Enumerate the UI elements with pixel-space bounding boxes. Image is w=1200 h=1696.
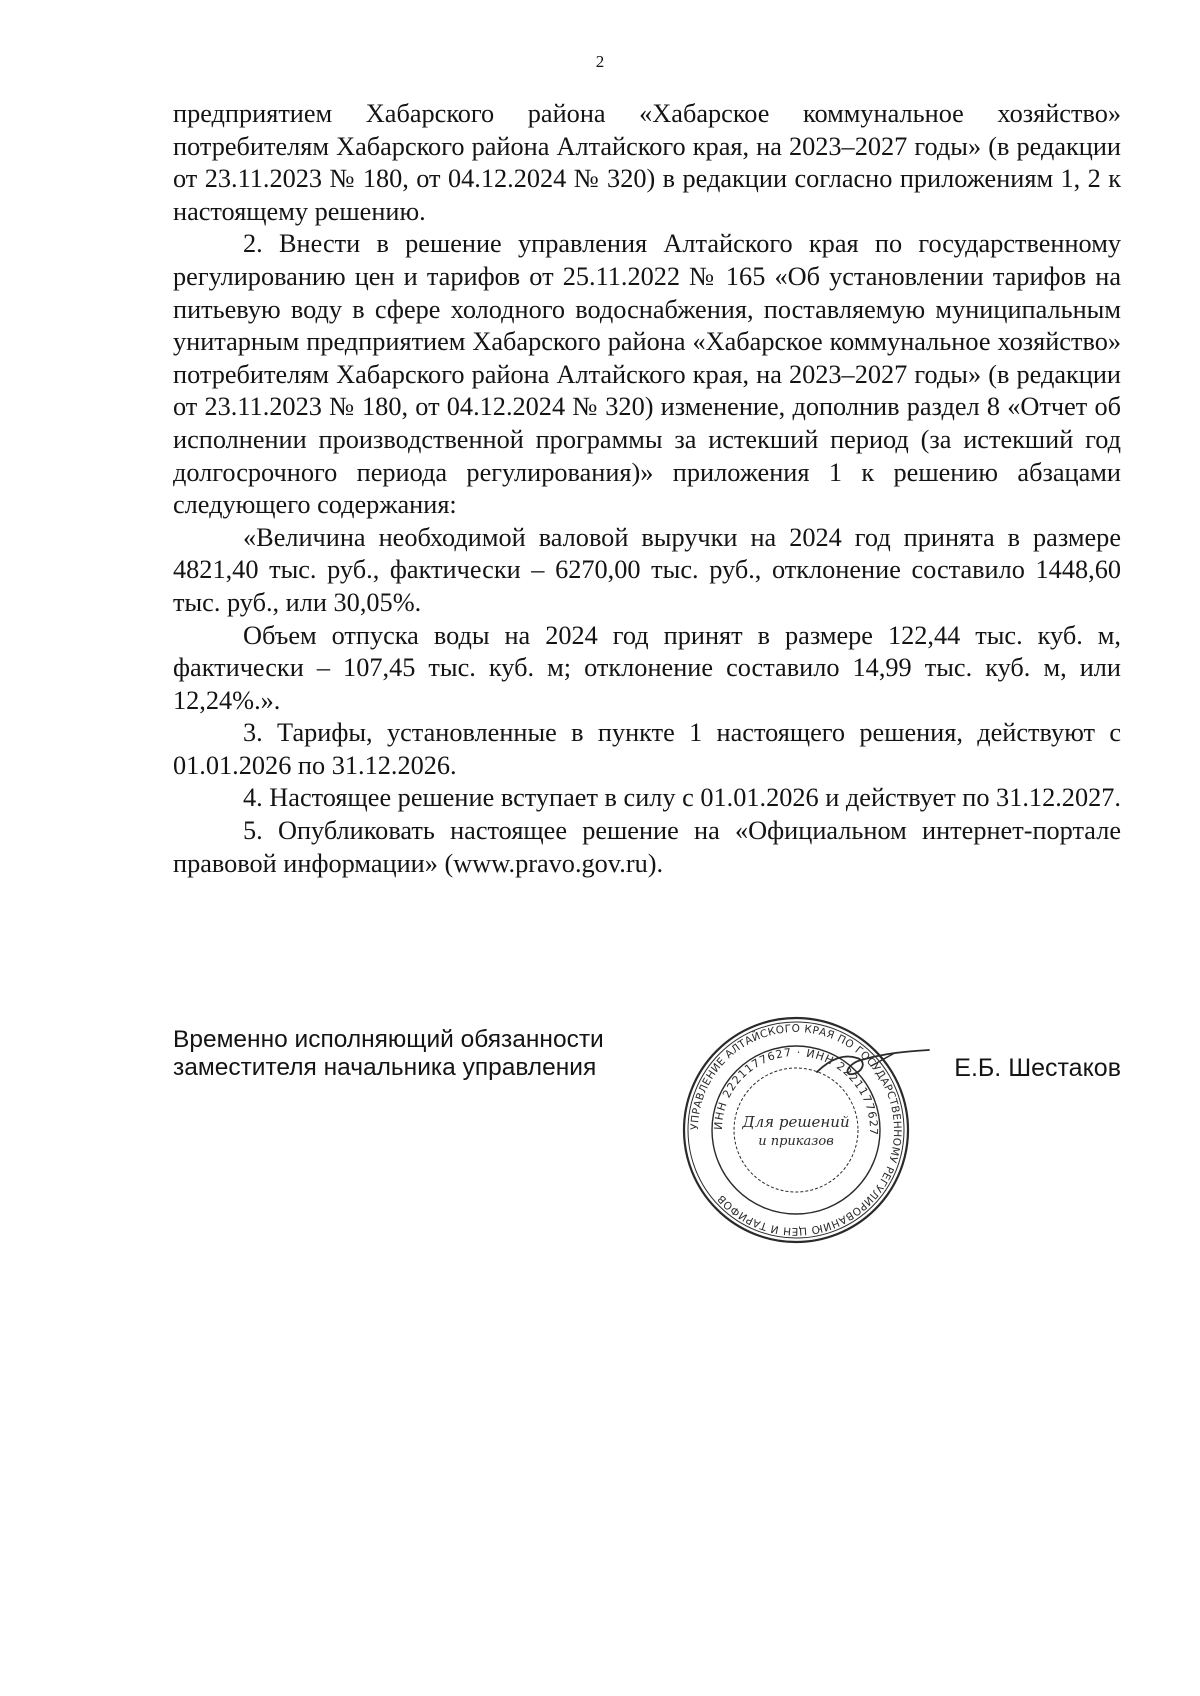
document-body — [173, 98, 1121, 880]
signature-block — [173, 1022, 1121, 1256]
paragraph-item-3: 3. Тарифы, установленные в пункте 1 настоящего решения, действуют с 01.01.2026 по 31.12.2026. — [173, 718, 1121, 780]
paragraph-quote-revenue: «Величина необходимой валовой выручки на 2024 год принята в размере 4821,40 тыс. руб., фактически – 6270,00 тыс. руб., отклонение составило 1448,60 тыс. руб., или 30,05%. — [173, 522, 1121, 617]
seal-center-line-1: Для решений — [742, 1113, 850, 1131]
handwritten-signature — [813, 1028, 933, 1098]
seal-inner-text: ИНН 2221177627 · ИНН 2221177627 — [711, 1045, 881, 1137]
paragraph-item-5: 5. Опубликовать настоящее решение на «Официальном интернет-портале правовой информации» (www.pravo.gov.ru). — [173, 816, 1121, 878]
signer-name: Е.Б. Шестаков — [954, 1054, 1121, 1082]
signer-title-line-1: Временно исполняющий обязанности — [173, 1026, 604, 1053]
paragraph-quote-volume: Объем отпуска воды на 2024 год принят в размере 122,44 тыс. куб. м, фактически – 107,45 тыс. куб. м; отклонение составило 14,99 тыс. куб. м, или 12,24%.». — [173, 620, 1121, 715]
seal-outer-text: УПРАВЛЕНИЕ АЛТАЙСКОГО КРАЯ ПО ГОСУДАРСТВЕННОМУ РЕГУЛИРОВАНИЮ ЦЕН И ТАРИФОВ — [688, 1022, 904, 1238]
paragraph-item-4: 4. Настоящее решение вступает в силу с 01.01.2026 и действует по 31.12.2027. — [243, 783, 1121, 813]
signer-title-line-2: заместителя начальника управления — [173, 1054, 597, 1081]
signer-title — [173, 1026, 604, 1082]
seal-center-line-2: и приказов — [758, 1134, 834, 1149]
paragraph-continuation: предприятием Хабарского района «Хабарское коммунальное хозяйство» потребителям Хабарского района Алтайского края, на 2023–2027 годы» (в редакции от 23.11.2023 № 180, от 04.12.2024 № 320) в редакции согласно приложениям 1, 2 к настоящему решению. — [173, 99, 1121, 226]
page-number: 2 — [595, 52, 605, 71]
paragraph-item-2: 2. Внести в решение управления Алтайского края по государственному регулированию цен и тарифов от 25.11.2022 № 165 «Об установлении тарифов на питьевую воду в сфере холодного водоснабжения, поставляемую муниципальным унитарным предприятием Хабарского района «Хабарское коммунальное хозяйство» потребителям Хабарского района Алтайского края, на 2023–2027 годы» (в редакции от 23.11.2023 № 180, от 04.12.2024 № 320) изменение, дополнив раздел 8 «Отчет об исполнении производственной программы за истекший период (за истекший год долгосрочного периода регулирования)» приложения 1 к решению абзацами следующего содержания: — [173, 229, 1121, 520]
